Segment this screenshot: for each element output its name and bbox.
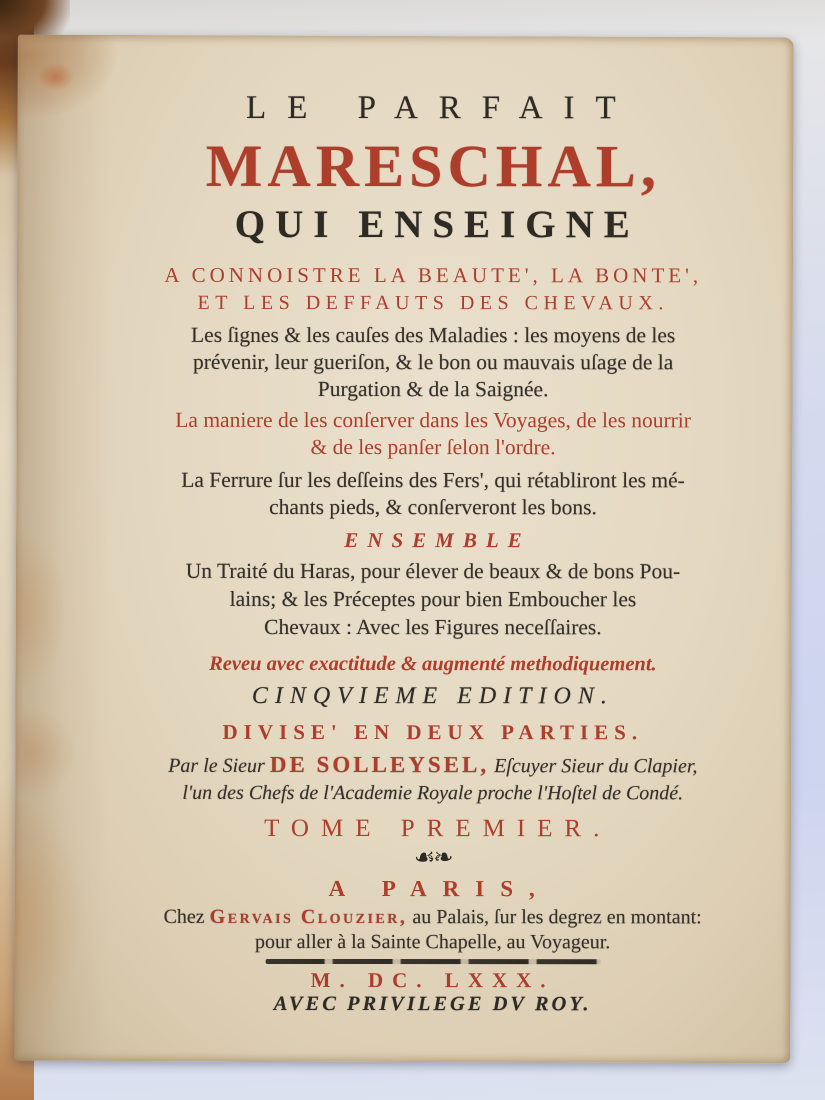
paragraph-line: Purgation & de la Saignée.	[317, 377, 549, 402]
paragraph-maniere	[88, 407, 778, 462]
paragraph-line: La Ferrure ſur les deſſeins des Fers', qui rétabliront les mé-	[181, 467, 685, 493]
paragraph-line: & de les panſer ſelon l'ordre.	[310, 434, 556, 460]
publication-date: M. DC. LXXX.	[310, 967, 555, 993]
imprint-city: A PARIS,	[328, 876, 551, 902]
line-reveu: Reveu avec exactitude & augmenté methodiquement.	[209, 652, 657, 676]
imprint-line2: pour aller à la Sainte Chapelle, au Voyageur.	[254, 930, 611, 954]
title-page-text	[88, 88, 779, 1017]
subtitle-connoistre: A CONNOISTRE LA BEAUTE', LA BONTE',	[164, 262, 703, 288]
paragraph-line: Chevaux : Avec les Figures neceſſaires.	[264, 614, 602, 640]
paragraph-signes	[88, 322, 778, 404]
title-main-mareschal: MARESCHAL,	[205, 132, 661, 200]
imprint-publisher-line	[88, 904, 778, 931]
tome-premier: TOME PREMIER.	[264, 814, 612, 843]
paragraph-line: Les ſignes & les cauſes des Maladies : les moyens de les	[191, 322, 676, 348]
paragraph-line: La maniere de les conſerver dans les Voyages, de les nourrir	[175, 407, 691, 433]
fleuron-ornament-icon: ☙❧	[413, 843, 452, 872]
paragraph-line: chants pieds, & conſerveront les bons.	[269, 494, 597, 520]
byline	[88, 751, 778, 781]
privilege-line: AVEC PRIVILEGE DV ROY.	[273, 992, 592, 1016]
title-line-le-parfait: LE PARFAIT	[246, 89, 637, 127]
divider-rule	[265, 959, 600, 964]
title-page-paper	[14, 35, 794, 1064]
paragraph-traite	[88, 557, 778, 642]
subtitle-deffauts: ET LES DEFFAUTS DES CHEVAUX.	[197, 291, 669, 315]
paragraph-line: prévenir, leur gueriſon, & le bon ou mauvais uſage de la	[192, 349, 674, 375]
heading-ensemble: ENSEMBLE	[344, 528, 531, 553]
byline-suffix: Eſcuyer Sieur du Clapier,	[489, 755, 698, 778]
paragraph-line: Un Traité du Haras, pour élever de beaux & de bons Pou-	[185, 558, 681, 584]
paragraph-line: lains; & les Préceptes pour bien Emboucher les	[229, 586, 637, 612]
imprint-chez: Chez	[163, 905, 210, 928]
title-line-qui-enseigne: QUI ENSEIGNE	[234, 202, 640, 247]
imprint-rest: au Palais, ſur les degrez en montant:	[407, 906, 702, 929]
byline-prefix: Par le Sieur	[168, 754, 270, 777]
line-divise: DIVISE' EN DEUX PARTIES.	[222, 719, 644, 745]
line-edition: CINQVIEME EDITION.	[251, 682, 614, 710]
byline-line2: l'un des Chefs de l'Academie Royale proche l'Hoſtel de Condé.	[182, 781, 684, 805]
author-name: DE SOLLEYSEL,	[269, 751, 490, 778]
publisher-name: Gervais Clouzier,	[209, 905, 408, 929]
paragraph-ferrure	[88, 467, 778, 522]
